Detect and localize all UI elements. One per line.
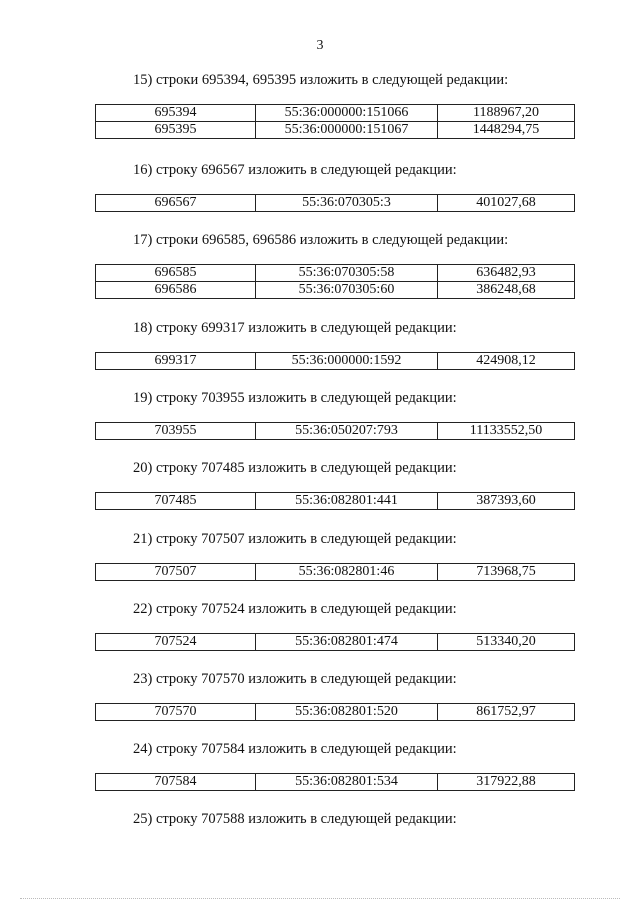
- amendment-instruction: 15) строки 695394, 695395 изложить в следующей редакции:: [133, 72, 509, 88]
- cadastral-value-cell: 1188967,20: [438, 105, 575, 122]
- amendment-table: [95, 422, 575, 440]
- cadastral-value-cell: 317922,88: [438, 774, 575, 791]
- amendment-instruction: 17) строки 696585, 696586 изложить в следующей редакции:: [133, 232, 509, 248]
- cadastral-value-cell: 513340,20: [438, 634, 575, 651]
- cadastral-value-cell: 636482,93: [438, 265, 575, 282]
- cadastral-number-cell: 55:36:082801:534: [256, 774, 438, 791]
- row-number-cell: 703955: [96, 423, 256, 440]
- cadastral-number-cell: 55:36:082801:474: [256, 634, 438, 651]
- table-row: [96, 282, 575, 299]
- cadastral-number-cell: 55:36:000000:151066: [256, 105, 438, 122]
- table-row: [96, 423, 575, 440]
- cadastral-number-cell: 55:36:070305:58: [256, 265, 438, 282]
- cadastral-number-cell: 55:36:082801:441: [256, 493, 438, 510]
- row-number-cell: 707485: [96, 493, 256, 510]
- amendment-table: [95, 264, 575, 299]
- table-row: [96, 493, 575, 510]
- table-row: [96, 265, 575, 282]
- table-row: [96, 195, 575, 212]
- row-number-cell: 707524: [96, 634, 256, 651]
- page-number: 3: [316, 38, 324, 53]
- amendment-table: [95, 492, 575, 510]
- cadastral-value-cell: 11133552,50: [438, 423, 575, 440]
- amendment-table: [95, 104, 575, 139]
- amendment-instruction: 20) строку 707485 изложить в следующей редакции:: [133, 460, 457, 476]
- amendment-instruction: 18) строку 699317 изложить в следующей редакции:: [133, 320, 457, 336]
- amendment-table: [95, 563, 575, 581]
- cadastral-number-cell: 55:36:070305:3: [256, 195, 438, 212]
- cadastral-value-cell: 387393,60: [438, 493, 575, 510]
- row-number-cell: 696586: [96, 282, 256, 299]
- table-row: [96, 105, 575, 122]
- cadastral-value-cell: 1448294,75: [438, 122, 575, 139]
- cadastral-number-cell: 55:36:000000:1592: [256, 353, 438, 370]
- row-number-cell: 707507: [96, 564, 256, 581]
- amendment-instruction: 21) строку 707507 изложить в следующей редакции:: [133, 531, 457, 547]
- table-row: [96, 704, 575, 721]
- table-row: [96, 564, 575, 581]
- amendment-table: [95, 352, 575, 370]
- cadastral-value-cell: 424908,12: [438, 353, 575, 370]
- amendment-instruction: 25) строку 707588 изложить в следующей редакции:: [133, 811, 457, 827]
- cadastral-number-cell: 55:36:000000:151067: [256, 122, 438, 139]
- row-number-cell: 696567: [96, 195, 256, 212]
- amendment-instruction: 22) строку 707524 изложить в следующей редакции:: [133, 601, 457, 617]
- cadastral-value-cell: 713968,75: [438, 564, 575, 581]
- footer-divider: [20, 898, 620, 899]
- amendment-table: [95, 194, 575, 212]
- cadastral-number-cell: 55:36:070305:60: [256, 282, 438, 299]
- row-number-cell: 695394: [96, 105, 256, 122]
- cadastral-value-cell: 401027,68: [438, 195, 575, 212]
- amendment-instruction: 19) строку 703955 изложить в следующей редакции:: [133, 390, 457, 406]
- cadastral-value-cell: 386248,68: [438, 282, 575, 299]
- row-number-cell: 695395: [96, 122, 256, 139]
- table-row: [96, 353, 575, 370]
- amendment-table: [95, 773, 575, 791]
- cadastral-number-cell: 55:36:082801:46: [256, 564, 438, 581]
- cadastral-number-cell: 55:36:050207:793: [256, 423, 438, 440]
- amendment-instruction: 24) строку 707584 изложить в следующей редакции:: [133, 741, 457, 757]
- table-row: [96, 122, 575, 139]
- amendment-instruction: 23) строку 707570 изложить в следующей редакции:: [133, 671, 457, 687]
- cadastral-value-cell: 861752,97: [438, 704, 575, 721]
- amendment-instruction: 16) строку 696567 изложить в следующей редакции:: [133, 162, 457, 178]
- cadastral-number-cell: 55:36:082801:520: [256, 704, 438, 721]
- row-number-cell: 707570: [96, 704, 256, 721]
- row-number-cell: 707584: [96, 774, 256, 791]
- table-row: [96, 634, 575, 651]
- row-number-cell: 699317: [96, 353, 256, 370]
- amendment-table: [95, 703, 575, 721]
- table-row: [96, 774, 575, 791]
- amendment-table: [95, 633, 575, 651]
- row-number-cell: 696585: [96, 265, 256, 282]
